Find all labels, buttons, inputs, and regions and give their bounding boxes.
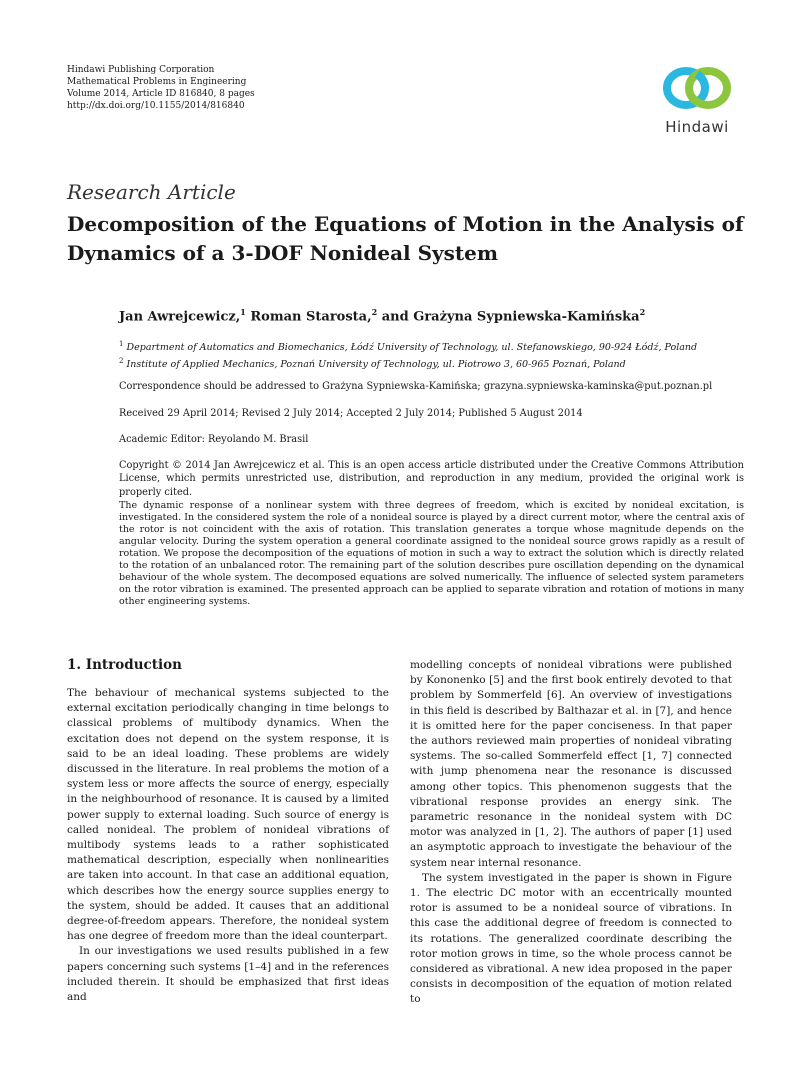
author-name: Jan Awrejcewicz, bbox=[119, 309, 241, 325]
author-affiliation-mark: 2 bbox=[371, 307, 378, 317]
body-paragraph: The behaviour of mechanical systems subjected to the external excitation periodically changing in time belongs to classical problems of multibody dynamics. When the excitation does not depend on the system response, it is said to be an ideal loading. These problems are widely discussed in the literature. In real problems the motion of a system less or more affects the source of energy, especially in the neighbourhood of resonance. It is caused by a limited power supply to external loading. Such source of energy is called nonideal. The problem of nonideal vibrations of multibody systems leads to a rather sophisticated mathematical description, especially when nonlinearities are taken into account. In that case an additional equation, which describes how the energy source supplies energy to the system, should be added. It causes that an additional degree-of-freedom appears. Therefore, the nonideal system has one degree of freedom more than the ideal counterpart. bbox=[67, 687, 389, 943]
academic-editor: Academic Editor: Reyolando M. Brasil bbox=[119, 434, 309, 445]
author-name: Roman Starosta, bbox=[250, 309, 372, 325]
article-dates: Received 29 April 2014; Revised 2 July 2014; Accepted 2 July 2014; Published 5 August 2014 bbox=[119, 408, 583, 419]
author-affiliation-mark: 2 bbox=[639, 307, 646, 317]
logo-text: Hindawi bbox=[665, 118, 729, 136]
author-list bbox=[119, 307, 645, 324]
journal-info bbox=[67, 64, 255, 112]
body-paragraph: In our investigations we used results published in a few papers concerning such systems [1–4] and in the references included therein. It should be emphasized that first ideas and bbox=[67, 945, 389, 1004]
left-column bbox=[67, 686, 389, 1005]
volume-info: Volume 2014, Article ID 816840, 8 pages bbox=[67, 89, 255, 99]
publisher-name: Hindawi Publishing Corporation bbox=[67, 65, 215, 75]
paper-title: Decomposition of the Equations of Motion in the Analysis of Dynamics of a 3-DOF Nonideal System bbox=[67, 212, 744, 265]
body-paragraph: The system investigated in the paper is shown in Figure 1. The electric DC motor with an eccentrically mounted rotor is assumed to be a nonideal source of vibrations. In this case the additional degree of freedom is connected to its rotations. The generalized coordinate describing the rotor motion grows in time, so the whole process cannot be considered as vibrational. A new idea proposed in the paper consists in decomposition of the equation of motion related to bbox=[410, 871, 732, 1006]
body-paragraph: modelling concepts of nonideal vibrations were published by Kononenko [5] and the first book entirely devoted to that problem by Sommerfeld [6]. An overview of investigations in this field is described by Balthazar et al. in [7], and hence it is omitted here for the paper conciseness. In that paper the authors reviewed main properties of nonideal vibrating systems. The so-called Sommerfeld effect [1, 7] connected with jump phenomena near the resonance is discussed among other topics. This phenomenon suggests that the vibrational response provides an energy sink. The parametric resonance in the nonideal system with DC motor was analyzed in [1, 2]. The authors of paper [1] used an asymptotic approach to investigate the behaviour of the system near internal resonance. bbox=[410, 659, 732, 869]
affiliation-line: $^1$ Department of Automatics and Biomechanics, Łódź University of Technology, ul. Stefanowskiego, 90-924 Łódź, Poland bbox=[119, 340, 698, 354]
logo-rings-icon bbox=[652, 64, 742, 116]
author-name: and Grażyna Sypniewska-Kamińska bbox=[381, 309, 640, 325]
right-column bbox=[410, 658, 732, 1008]
affiliation-line: $^2$ Institute of Applied Mechanics, Poznań University of Technology, ul. Piotrowo 3, 60-965 Poznań, Poland bbox=[119, 356, 626, 370]
affiliations bbox=[119, 338, 744, 371]
journal-name: Mathematical Problems in Engineering bbox=[67, 77, 247, 87]
section-heading: 1. Introduction bbox=[67, 657, 182, 673]
article-type: Research Article bbox=[67, 180, 236, 204]
correspondence: Correspondence should be addressed to Grażyna Sypniewska-Kamińska; grazyna.sypniewska-kaminska@put.poznan.pl bbox=[119, 381, 713, 392]
doi-link[interactable]: http://dx.doi.org/10.1155/2014/816840 bbox=[67, 101, 245, 111]
author-affiliation-mark: 1 bbox=[240, 307, 246, 317]
hindawi-logo bbox=[652, 64, 742, 139]
abstract: The dynamic response of a nonlinear system with three degrees of freedom, which is excited by nonideal excitation, is investigated. In the considered system the role of a nonideal source is played by a direct current motor, where the central axis of the rotor is not coincident with the axis of rotation. This translation generates a torque whose magnitude depends on the angular velocity. During the system operation a general coordinate assigned to the nonideal source grows rapidly as a result of rotation. We propose the decomposition of the equations of motion in such a way to extract the solution which is directly related to the rotation of an unbalanced rotor. The remaining part of the solution describes pure oscillation depending on the dynamical behaviour of the whole system. The decomposed equations are solved numerically. The influence of selected system parameters on the rotor vibration is examined. The presented approach can be applied to separate vibration and rotation of motions in many other engineering systems. bbox=[119, 500, 744, 607]
copyright-notice: Copyright © 2014 Jan Awrejcewicz et al. This is an open access article distributed under the Creative Commons Attribution License, which permits unrestricted use, distribution, and reproduction in any medium, provided the original work is properly cited. bbox=[119, 460, 744, 498]
